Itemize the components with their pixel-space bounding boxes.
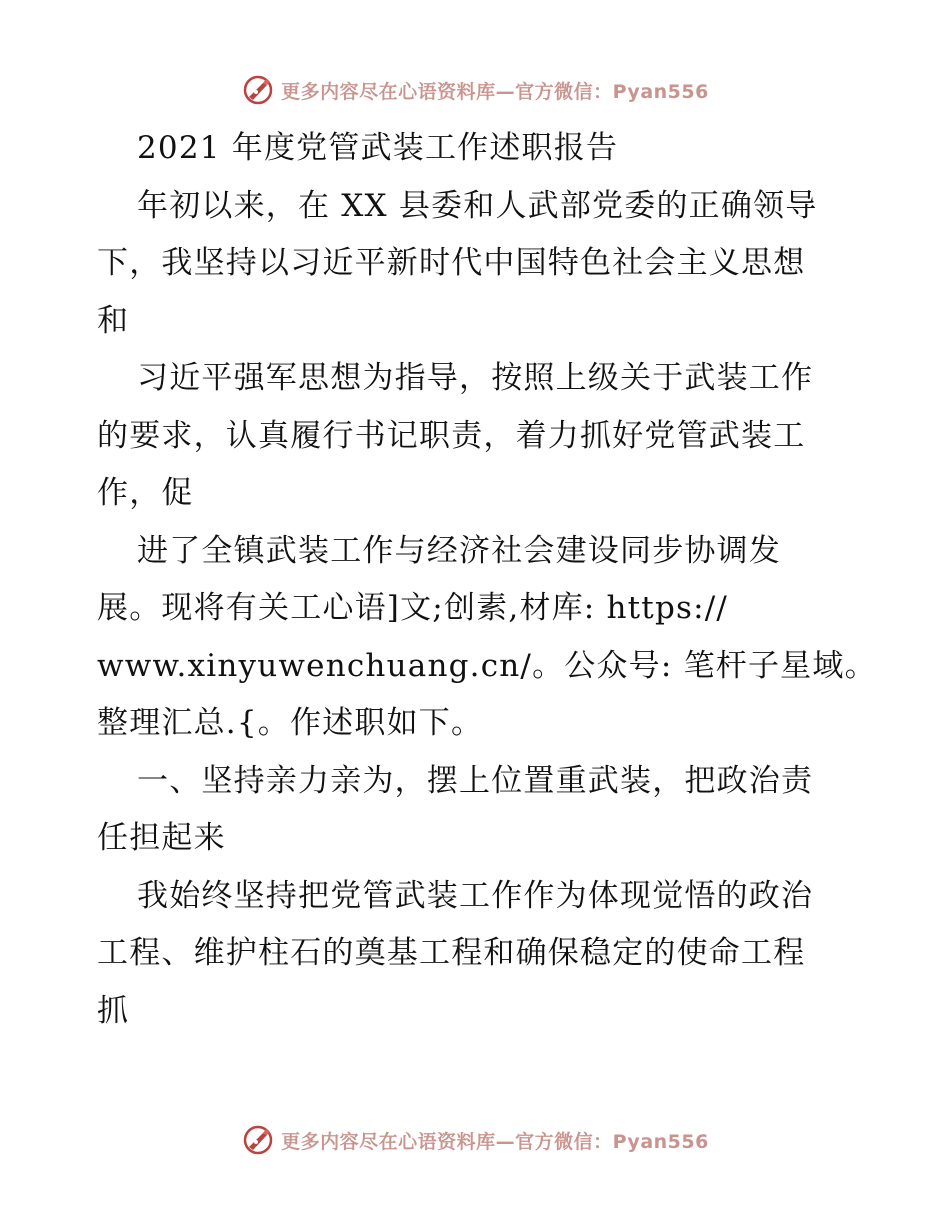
- paragraph-line: 展。现将有关工心语]文;创素,材库: https://: [97, 590, 729, 626]
- paragraph-line: 习近平强军思想为指导，按照上级关于武装工作: [137, 360, 814, 396]
- paragraph-line: 抓: [97, 992, 130, 1029]
- paragraph-line: 工程、维护柱石的奠基工程和确保稳定的使命工程: [97, 935, 806, 971]
- paragraph-line: 下，我坚持以习近平新时代中国特色社会主义思想: [97, 245, 806, 281]
- paragraph-line: 年初以来，在 XX 县委和人武部党委的正确领导: [137, 187, 818, 224]
- document-title: 2021 年度党管武装工作述职报告: [137, 130, 619, 166]
- header-banner: [0, 70, 950, 110]
- paragraph-line: 进了全镇武装工作与经济社会建设同步协调发: [137, 532, 781, 569]
- paragraph-line: 我始终坚持把党管武装工作作为体现觉悟的政治: [137, 877, 814, 914]
- banner-text: 更多内容尽在心语资料库—官方微信：Pyan556: [281, 1130, 709, 1153]
- paragraph-line: 整理汇总.{。作述职如下。: [97, 705, 484, 741]
- footer-banner: [0, 1120, 950, 1160]
- section-heading: 任担起来: [97, 820, 226, 856]
- paragraph-line: 作，促: [97, 475, 194, 511]
- paragraph-line: www.xinyuwenchuang.cn/。公众号: 笔杆子星域。: [97, 647, 877, 684]
- pen-logo-icon: [241, 73, 275, 107]
- paragraph-line: 的要求，认真履行书记职责，着力抓好党管武装工: [97, 417, 806, 454]
- pen-logo-icon: [241, 1123, 275, 1157]
- paragraph-line: 和: [97, 302, 130, 339]
- section-heading: 一、坚持亲力亲为，摆上位置重武装，把政治责: [137, 762, 814, 799]
- banner-text: 更多内容尽在心语资料库—官方微信：Pyan556: [281, 80, 709, 103]
- document-body: [97, 120, 877, 1040]
